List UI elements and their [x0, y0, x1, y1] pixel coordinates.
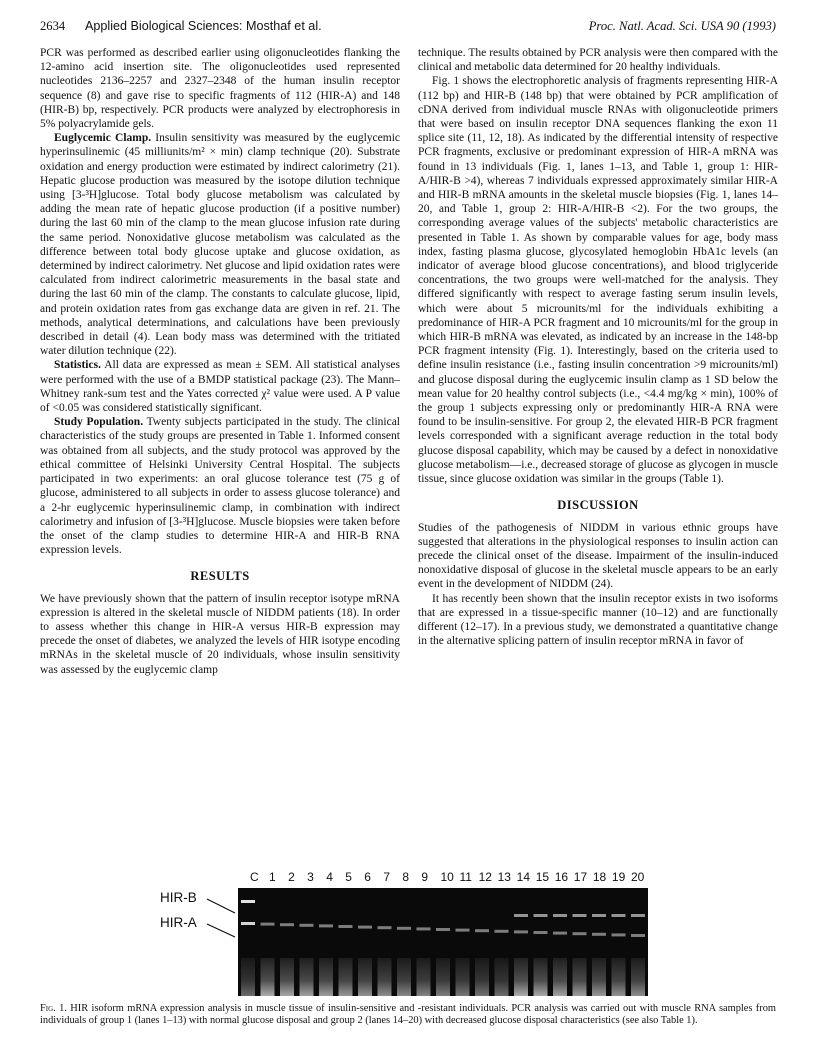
lane-label: 6 [364, 870, 371, 884]
lane-label: 1 [269, 870, 276, 884]
hir-b-band [514, 914, 528, 917]
gel-lane-smear [495, 958, 509, 996]
hir-a-band [475, 929, 489, 932]
hir-a-band [417, 927, 431, 930]
hir-a-band [261, 923, 275, 926]
lane-label: 14 [516, 870, 531, 884]
lane-label: C [250, 870, 259, 884]
gel-lane-smear [241, 958, 255, 996]
hir-a-band [612, 933, 626, 936]
hir-a-band [280, 923, 294, 926]
journal-citation: Proc. Natl. Acad. Sci. USA 90 (1993) [588, 19, 776, 33]
gel-lane-smear [475, 958, 489, 996]
gel-lane-smear [612, 958, 626, 996]
gel-lane-smear [534, 958, 548, 996]
lane-label: 10 [440, 870, 454, 884]
results-paragraph: We have previously shown that the pattern of insulin receptor isotype mRNA expression is altered in the skeletal muscle of NIDDM patients (18). In order to assess whether this change in HIR-A versus HIR-B expression may precede the onset of diabetes, we analyzed the levels of HIR isotype encoding mRNAs in the skeletal muscle of 20 individuals, whose insulin sensitivity was assessed by the euglycemic clamp [40, 592, 400, 676]
results-continued-paragraph: technique. The results obtained by PCR analysis were then compared with the clinical and metabolic data determined for 20 healthy individuals. [418, 47, 778, 74]
hir-b-pointer [207, 899, 235, 913]
running-title: Applied Biological Sciences: Mosthaf et al. [85, 19, 322, 33]
hir-b-band [612, 914, 626, 917]
hir-a-band [358, 926, 372, 929]
gel-lane-smear [319, 958, 333, 996]
lane-label: 2 [288, 870, 295, 884]
hir-a-band [300, 924, 314, 927]
hir-a-band [339, 925, 353, 928]
lane-label: 16 [554, 870, 569, 884]
discussion-heading: DISCUSSION [557, 498, 639, 513]
hir-a-band [631, 934, 645, 937]
hir-b-band [241, 900, 255, 903]
lane-label: 4 [326, 870, 333, 884]
caption-text: HIR isoform mRNA expression analysis in muscle tissue of insulin-sensitive and -resistant individuals. PCR analysis was carried out with muscle RNA samples from individuals of group 1 (lanes 1–13) with normal glucose disposal and group 2 (lanes 14–20) with decreased glucose disposal characteristics (see also Table 1). [40, 1003, 776, 1027]
hir-a-band [514, 930, 528, 933]
hir-b-band [631, 914, 645, 917]
euglycemic-clamp-paragraph [40, 131, 400, 358]
figure-1 [160, 870, 650, 998]
statistics-text: All data are expressed as mean ± SEM. All statistical analyses were performed with the use of a BMDP statistical package (23). The Mann–Whitney rank-sum test and the Yates corrected χ² value were used. A P value of <0.05 was considered statistically significant. [40, 359, 400, 415]
study-population-heading: Study Population. [54, 416, 144, 429]
gel-lane-smear [456, 958, 470, 996]
right-column [418, 46, 778, 648]
discussion-paragraph-1: Studies of the pathogenesis of NIDDM in various ethnic groups have suggested that alterations in the physiological responses to insulin action can precede the clinical onset of the disease. Impairment of the insulin-induced nonoxidative disposal of glucose in the skeletal muscle appears to be an early event in the development of NIDDM (24). [418, 521, 778, 591]
study-population-text: Twenty subjects participated in the study. The clinical characteristics of the study groups are presented in Table 1. Informed consent was obtained from all subjects, and the study protocol was approved by the ethical committee of Helsinki University Central Hospital. The subjects participated in two experiments: an oral glucose tolerance test (75 g of glucose, administered to all subjects in order to assess glucose tolerance) and a 2-hr euglycemic hyperinsulinemic clamp, in combination with indirect calorimetry and infusion of [3-³H]glucose. Muscle biopsies were taken before the onset of the clamp studies to determine HIR-A and HIR-B RNA expression levels. [40, 416, 400, 557]
lane-labels [250, 870, 650, 886]
euglycemic-clamp-heading: Euglycemic Clamp. [54, 132, 152, 145]
gel-image [238, 888, 648, 996]
figure-1-caption [40, 1003, 776, 1027]
discussion-paragraph-2: It has recently been shown that the insulin receptor exists in two isoforms that are expressed in a tissue-specific manner (10–12) and are functionally different (12–17). In a previous study, we demonstrated a quantitative change in the alternative splicing pattern of insulin receptor mRNA in favor of [418, 592, 778, 648]
gel-lane-smear [300, 958, 314, 996]
lane-label: 5 [345, 870, 352, 884]
hir-a-band [592, 933, 606, 936]
hir-a-band [534, 931, 548, 934]
page-header [40, 19, 776, 39]
gel-lane-smear [280, 958, 294, 996]
lane-label: 20 [630, 870, 645, 884]
lane-label: 19 [611, 870, 626, 884]
lane-label: 9 [421, 870, 429, 884]
hir-a-band [436, 928, 450, 931]
hir-a-band [397, 927, 411, 930]
lane-label: 15 [535, 870, 550, 884]
statistics-paragraph [40, 358, 400, 415]
hir-a-band [456, 929, 470, 932]
hir-b-band [553, 914, 567, 917]
gel-lane-smear [378, 958, 392, 996]
hir-a-pointer [207, 924, 235, 937]
lane-label: 12 [478, 870, 492, 884]
lane-label: 3 [307, 870, 314, 884]
gel-lane-smear [592, 958, 606, 996]
gel-lane-smear [339, 958, 353, 996]
hir-a-band [573, 932, 587, 935]
fig1-description-paragraph: Fig. 1 shows the electrophoretic analysis of fragments representing HIR-A (112 bp) and HIR-B (148 bp) that were obtained by PCR amplification of cDNA derived from individual muscle RNAs with oligonucleotide primers that were based on insulin receptor DNA sequences flanking the exon 11 splice site (11, 12, 18). As indicated by the differential intensity of respective PCR fragments, exclusive or predominant expression of HIR-A mRNA was found in 13 individuals (Fig. 1, lanes 1–13, and Table 1, group 1: HIR-A/HIR-B >4), whereas 7 individuals expressed approximately similar HIR-A and HIR-B mRNA amounts in the skeletal muscle biopsies (Fig. 1, lanes 14–20, and Table 1, group 2: HIR-A/HIR-B <2). For the two groups, the corresponding average values of the subjects' metabolic characteristics are presented in Table 1. As shown by comparable values for age, body mass index, fasting plasma glucose, glycosylated hemoglobin HbA1c levels (an indicator of average blood glucose concentrations), and blood triglyceride concentrations, the two groups were well-matched for the analysis. They differed significantly with respect to average fasting serum insulin levels, which were about 5 microunits/ml for the individuals exhibiting a predominance of HIR-A PCR fragment and 10 microunits/ml for the group in which HIR-B mRNA was elevated, as indicated by an increase in the 148-bp PCR fragment intensity (Fig. 1). Interestingly, based on the criteria used to define insulin resistance (i.e., fasting insulin concentration >9 microunits/ml) and glucose disposal during the euglycemic insulin clamp as 1 SD below the mean value for 20 healthy control subjects (i.e., <4.4 mg/kg × min), 100% of the group 1 subjects expressing only or predominantly HIR-A RNA were found to be insulin-sensitive. For group 2, the elevated HIR-B PCR fragment levels corresponded with a significant average reduction in the total body glucose disposal capability, which may be caused by a defect in nonoxidative glucose metabolism—i.e., decreased storage of glucose as glycogen in muscle tissue, since glucose oxidation was similar in the groups (Table 1). [418, 75, 778, 486]
gel-lane-smear [436, 958, 450, 996]
lane-label: 11 [459, 870, 472, 884]
hir-b-band [534, 914, 548, 917]
gel-lane-smear [397, 958, 411, 996]
lane-label: 17 [573, 870, 588, 884]
methods-pcr-paragraph: PCR was performed as described earlier using oligonucleotides flanking the 12-amino acid insertion site. The oligonucleotides used represented nucleotides 2136–2257 and 2327–2348 of the human insulin receptor sequence (8) and gave rise to specific fragments of 112 (HIR-A) and 148 (HIR-B) bp, respectively. PCR products were analyzed by electrophoresis in 5% polyacrylamide gels. [40, 47, 400, 131]
gel-lane-smear [631, 958, 645, 996]
gel-lane-smear [573, 958, 587, 996]
hir-a-label: HIR-A [160, 915, 197, 930]
lane-label: 13 [497, 870, 511, 884]
lane-label: 8 [402, 870, 410, 884]
gel-lane-smear [358, 958, 372, 996]
caption-label: Fig. 1. [40, 1003, 67, 1014]
hir-a-band [495, 930, 509, 933]
statistics-heading: Statistics. [54, 359, 101, 372]
page-number: 2634 [40, 19, 66, 33]
gel-lane-smear [417, 958, 431, 996]
gel-lane-smear [553, 958, 567, 996]
hir-b-band [573, 914, 587, 917]
gel-lane-smear [261, 958, 275, 996]
gel-lane-smear [514, 958, 528, 996]
hir-a-band [553, 932, 567, 935]
lane-label: 18 [592, 870, 607, 884]
euglycemic-clamp-text: Insulin sensitivity was measured by the euglycemic hyperinsulinemic (45 milliunits/m² × min) clamp technique (20). Substrate oxidation and energy production were estimated by indirect calorimetry (21). Hepatic glucose production was measured by the isotope dilution technique using [3-³H]glucose. Total body glucose metabolism was calculated by adding the mean rate of hepatic glucose production (if a positive number) during the last 60 min of the clamp to the mean glucose infusion rate during the same period. Nonoxidative glucose metabolism was calculated as the difference between total body glucose uptake and glucose oxidation, as determined by indirect calorimetry. Net glucose and lipid oxidation rates were calculated from indirect calorimetric measurements in the basal state and during the last 60 min of the clamp. The constants to calculate glucose, lipid, and protein oxidation rates from gas exchange data are given in ref. 21. The methods, analytical determinations, and calculations have been previously described in detail (4). Lean body mass was determined with the tritiated water dilution technique (22). [40, 132, 400, 358]
hir-a-band [241, 922, 255, 925]
hir-a-band [319, 924, 333, 927]
hir-a-band [378, 926, 392, 929]
hir-b-band [592, 914, 606, 917]
lane-label: 7 [383, 870, 391, 884]
hir-b-label: HIR-B [160, 890, 197, 905]
results-heading: RESULTS [190, 569, 250, 584]
study-population-paragraph [40, 415, 400, 557]
left-column [40, 46, 400, 677]
gel-bands [238, 888, 648, 996]
